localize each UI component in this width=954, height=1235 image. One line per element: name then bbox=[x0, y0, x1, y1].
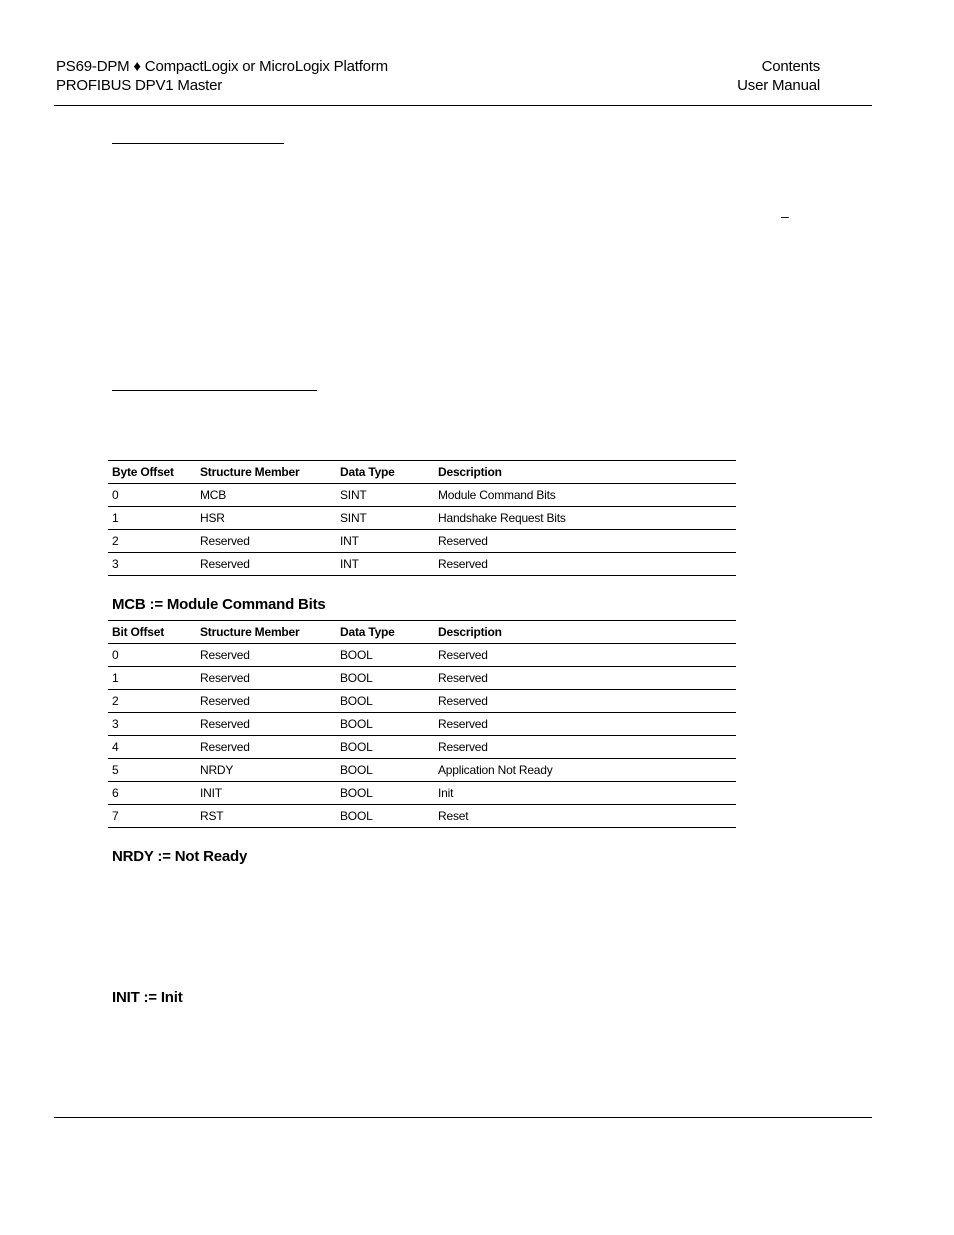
init-heading: INIT := Init bbox=[112, 989, 183, 1006]
dash-mark: – bbox=[781, 208, 789, 224]
table-cell: 0 bbox=[108, 644, 196, 667]
table-cell: Handshake Request Bits bbox=[434, 507, 736, 530]
table-cell: 2 bbox=[108, 690, 196, 713]
footer-divider bbox=[54, 1117, 872, 1118]
table-cell: 7 bbox=[108, 805, 196, 828]
table-cell: 4 bbox=[108, 736, 196, 759]
table-row bbox=[108, 759, 736, 782]
table-cell: BOOL bbox=[336, 644, 434, 667]
table-cell: Reserved bbox=[434, 736, 736, 759]
table-row bbox=[108, 507, 736, 530]
column-header: Structure Member bbox=[196, 621, 336, 644]
table-cell: BOOL bbox=[336, 713, 434, 736]
section-rule-2 bbox=[112, 390, 317, 391]
table-cell: Reserved bbox=[434, 667, 736, 690]
table-cell: Reserved bbox=[434, 690, 736, 713]
table-cell: Reserved bbox=[196, 530, 336, 553]
table-cell: 0 bbox=[108, 484, 196, 507]
table-row bbox=[108, 530, 736, 553]
table-cell: Reserved bbox=[196, 690, 336, 713]
table-cell: HSR bbox=[196, 507, 336, 530]
table-cell: BOOL bbox=[336, 782, 434, 805]
table-header-row bbox=[108, 621, 736, 644]
table-cell: Reserved bbox=[196, 713, 336, 736]
nrdy-heading: NRDY := Not Ready bbox=[112, 848, 248, 865]
table-cell: Reserved bbox=[434, 713, 736, 736]
table-row bbox=[108, 713, 736, 736]
table-row bbox=[108, 484, 736, 507]
table-cell: Module Command Bits bbox=[434, 484, 736, 507]
page-header-left bbox=[56, 57, 388, 95]
table-cell: Reserved bbox=[434, 530, 736, 553]
header-product-subtitle: PROFIBUS DPV1 Master bbox=[56, 77, 223, 94]
table-cell: Reserved bbox=[196, 644, 336, 667]
table-cell: 6 bbox=[108, 782, 196, 805]
table-cell: Reserved bbox=[196, 667, 336, 690]
column-header: Description bbox=[434, 621, 736, 644]
table-header-row bbox=[108, 461, 736, 484]
table-cell: BOOL bbox=[336, 759, 434, 782]
page-header-right bbox=[737, 57, 820, 95]
module-command-bits-table bbox=[108, 620, 736, 828]
header-document-type: User Manual bbox=[737, 77, 820, 94]
table-cell: NRDY bbox=[196, 759, 336, 782]
table-cell: INT bbox=[336, 530, 434, 553]
table-row bbox=[108, 690, 736, 713]
header-product-title: PS69-DPM ♦ CompactLogix or MicroLogix Platform bbox=[56, 58, 388, 75]
header-section-title: Contents bbox=[761, 58, 820, 75]
table-cell: INIT bbox=[196, 782, 336, 805]
table-cell: Init bbox=[434, 782, 736, 805]
table-cell: 2 bbox=[108, 530, 196, 553]
table-row bbox=[108, 805, 736, 828]
table-cell: 3 bbox=[108, 553, 196, 576]
column-header: Data Type bbox=[336, 621, 434, 644]
table-cell: MCB bbox=[196, 484, 336, 507]
table-cell: BOOL bbox=[336, 690, 434, 713]
table-cell: 5 bbox=[108, 759, 196, 782]
table-cell: INT bbox=[336, 553, 434, 576]
column-header: Structure Member bbox=[196, 461, 336, 484]
table-cell: Reserved bbox=[196, 553, 336, 576]
column-header: Description bbox=[434, 461, 736, 484]
header-divider bbox=[54, 105, 872, 106]
mcb-heading: MCB := Module Command Bits bbox=[112, 596, 326, 613]
column-header: Data Type bbox=[336, 461, 434, 484]
table-cell: BOOL bbox=[336, 736, 434, 759]
table-row bbox=[108, 667, 736, 690]
column-header: Byte Offset bbox=[108, 461, 196, 484]
table-cell: Reset bbox=[434, 805, 736, 828]
table-row bbox=[108, 644, 736, 667]
table-cell: 1 bbox=[108, 667, 196, 690]
table-cell: Reserved bbox=[196, 736, 336, 759]
table-cell: SINT bbox=[336, 507, 434, 530]
table-row bbox=[108, 553, 736, 576]
table-cell: 1 bbox=[108, 507, 196, 530]
table-cell: Reserved bbox=[434, 553, 736, 576]
table-cell: 3 bbox=[108, 713, 196, 736]
table-row bbox=[108, 782, 736, 805]
table-cell: RST bbox=[196, 805, 336, 828]
table-cell: BOOL bbox=[336, 805, 434, 828]
table-cell: SINT bbox=[336, 484, 434, 507]
table-cell: BOOL bbox=[336, 667, 434, 690]
output-structure-table bbox=[108, 460, 736, 576]
table-cell: Reserved bbox=[434, 644, 736, 667]
table-cell: Application Not Ready bbox=[434, 759, 736, 782]
table-row bbox=[108, 736, 736, 759]
column-header: Bit Offset bbox=[108, 621, 196, 644]
section-rule-1 bbox=[112, 143, 284, 144]
